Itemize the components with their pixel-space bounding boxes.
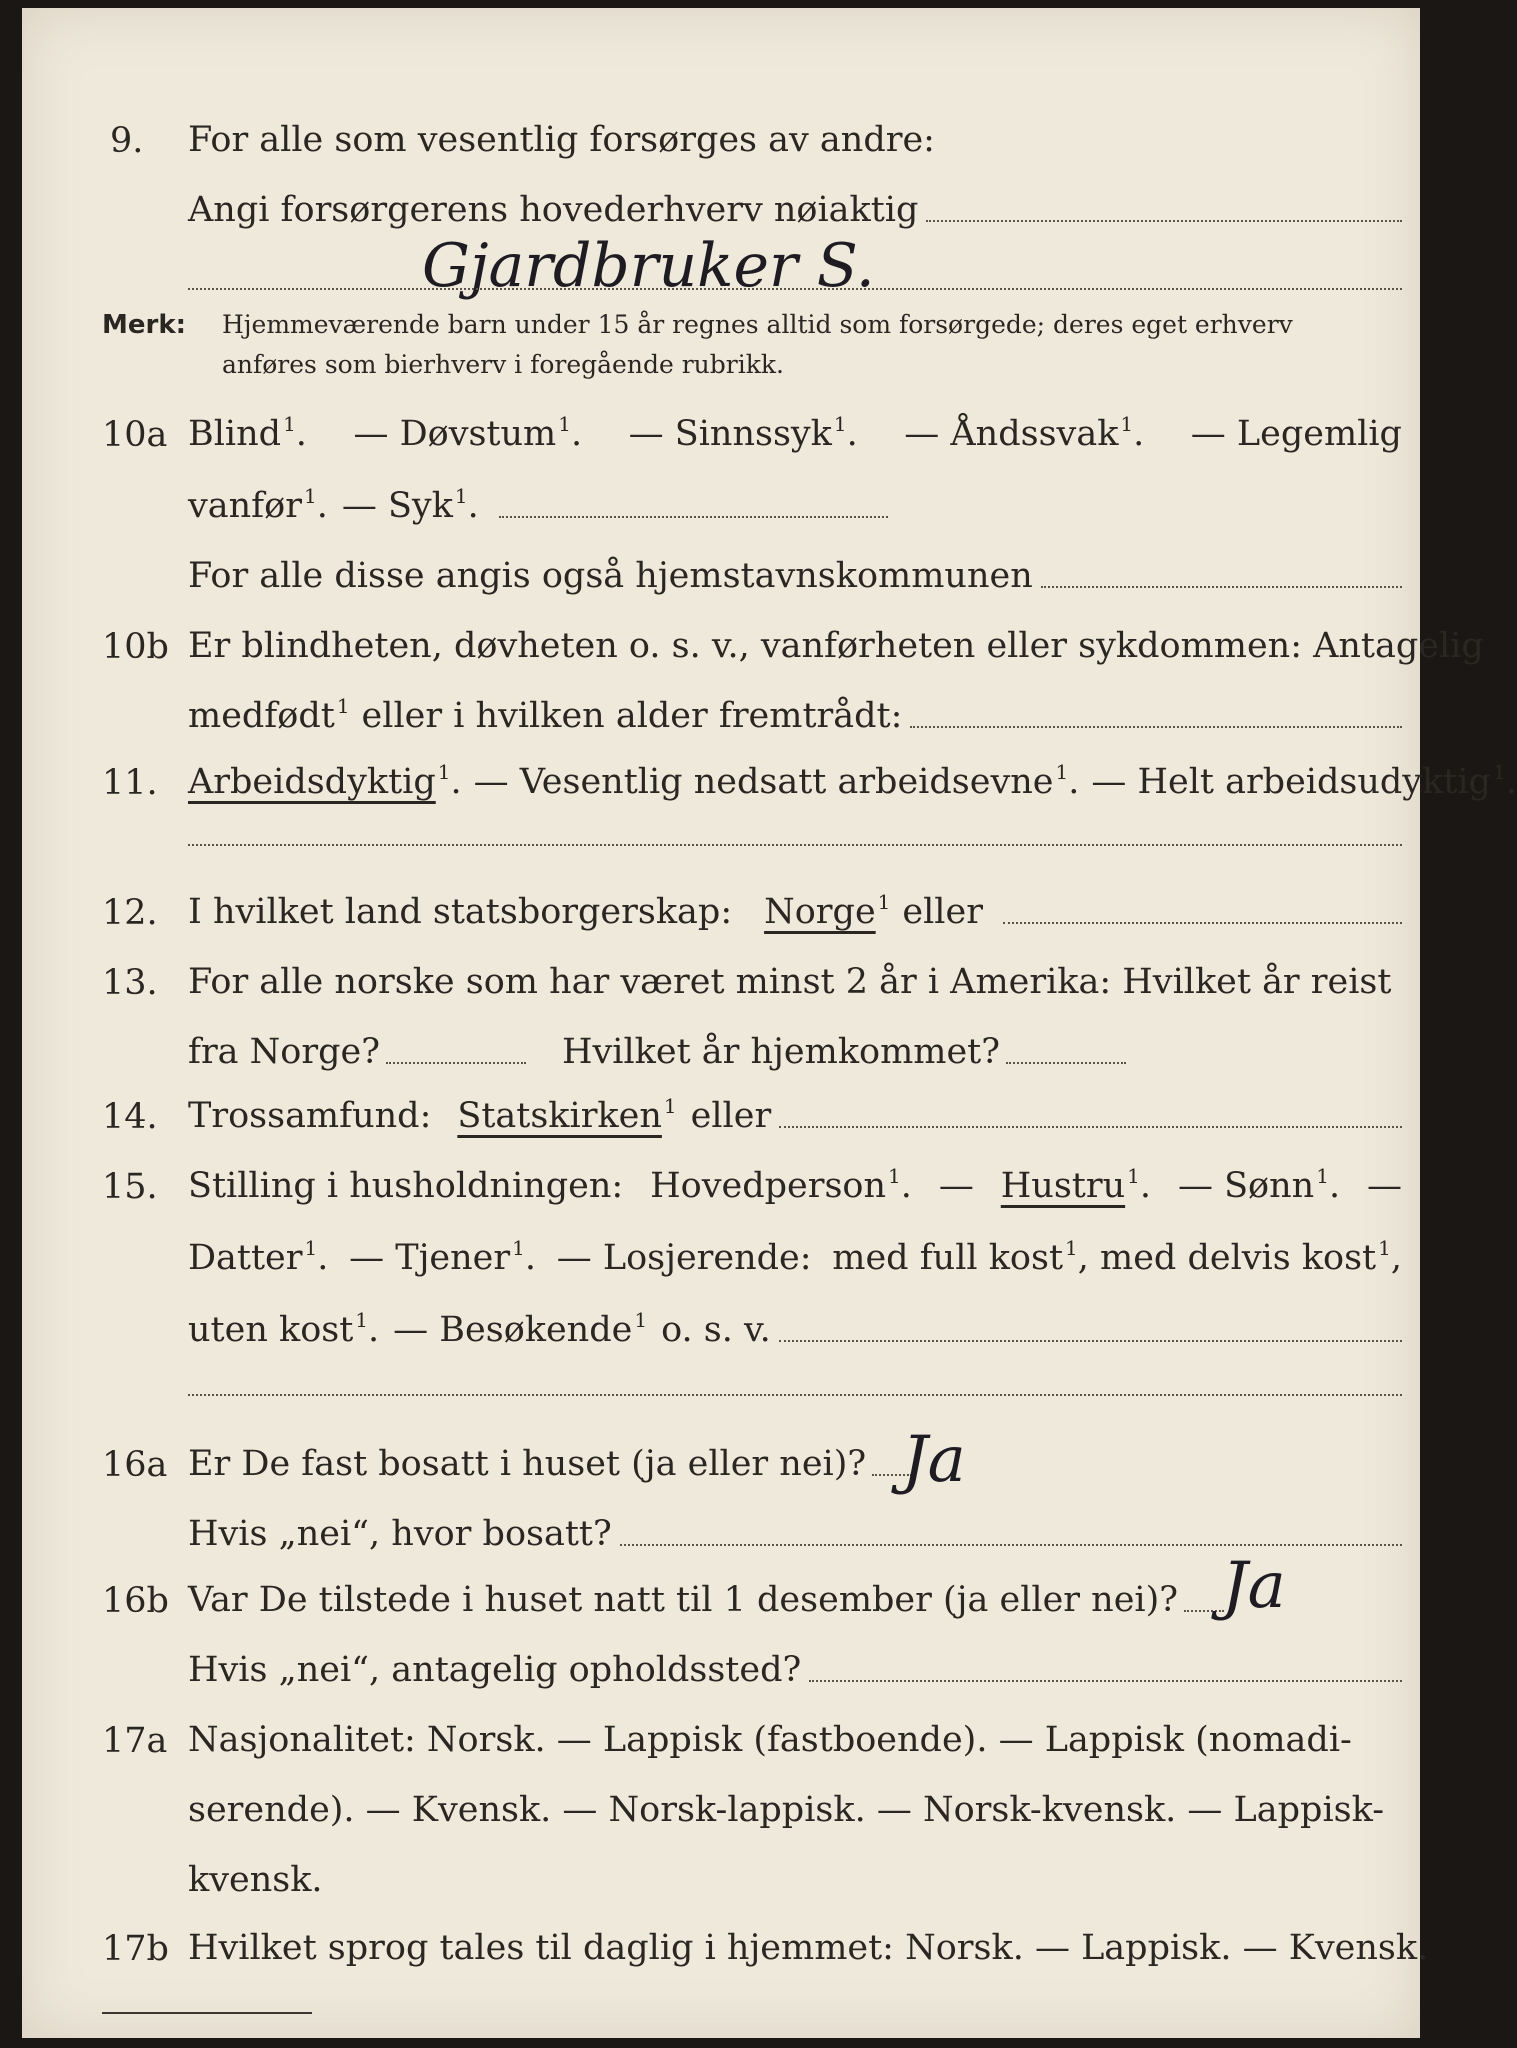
- q14-line: [188, 1084, 1402, 1134]
- q14-number: 14.: [102, 1097, 158, 1137]
- q13-line2: [188, 1020, 1188, 1070]
- q11-opt-arbeidsdyktig[interactable]: Arbeidsdyktig $^1$.: [188, 760, 462, 802]
- q10b-line1: [188, 614, 1484, 666]
- merk-label: Merk:: [102, 310, 187, 340]
- q12-other-field[interactable]: [1003, 922, 1402, 924]
- q12-number: 12.: [102, 893, 158, 933]
- q15-answer-line[interactable]: [188, 1394, 1402, 1396]
- q17b-line1-text[interactable]: Hvilket sprog tales til daglig i hjemmet: Norsk. — Lappisk. — Kvensk.: [188, 1928, 1429, 1968]
- q11-opt-nedsatt[interactable]: — Vesentlig nedsatt arbeidsevne $^1$.: [473, 760, 1080, 802]
- q17a-line3: [188, 1848, 588, 1898]
- q16b-handwritten-answer: Ja: [1222, 1549, 1286, 1623]
- q13-left-field[interactable]: [386, 1062, 526, 1064]
- q17a-line1-text[interactable]: Nasjonalitet: Norsk. — Lappisk (fastboende). — Lappisk (nomadi-: [188, 1720, 1352, 1760]
- q15-label: Stilling i husholdningen:: [188, 1166, 624, 1206]
- q12-opt-norge[interactable]: Norge $^1$: [764, 890, 891, 932]
- q10b-number: 10b: [102, 627, 169, 667]
- q16b-line2-text: Hvis „nei“, antagelig opholdssted?: [188, 1650, 802, 1690]
- q13-line1: [188, 950, 1408, 1000]
- q9-answer-field[interactable]: [926, 220, 1402, 222]
- q16a-line1-text: Er De fast bosatt i huset (ja eller nei)?: [188, 1444, 867, 1484]
- q9-answer-line[interactable]: [188, 288, 1402, 290]
- q9-number: 9.: [110, 121, 144, 161]
- q9-line1-text: For alle som vesentlig forsørges av andre:: [188, 120, 935, 160]
- q16a-line2: [188, 1502, 1402, 1552]
- q16b-line1-text: Var De tilstede i huset natt til 1 desember (ja eller nei)?: [188, 1580, 1179, 1620]
- q11-number: 11.: [102, 763, 158, 803]
- q11-answer-line[interactable]: [188, 844, 1402, 846]
- q16a-residence-field[interactable]: [620, 1544, 1402, 1546]
- census-form-page: [22, 8, 1517, 2038]
- q15-dash2: —: [1367, 1166, 1402, 1206]
- q9-line2: [188, 178, 1402, 228]
- q15-opt-hustru[interactable]: Hustru $^1$.: [1000, 1164, 1152, 1206]
- q9-line2-text: Angi forsørgerens hovederhverv nøiaktig: [188, 190, 919, 230]
- q17a-line1: [188, 1708, 1408, 1758]
- q10b-opt-medfodt[interactable]: medfødt $^1$: [188, 694, 350, 736]
- q11-opt-udyktig[interactable]: — Helt arbeidsudyktig $^1$.: [1091, 760, 1517, 802]
- q13-right-field[interactable]: [1006, 1062, 1126, 1064]
- q15-other-field[interactable]: [779, 1340, 1402, 1342]
- q15-dash1: —: [938, 1166, 974, 1206]
- q13-number: 13.: [102, 963, 158, 1003]
- q14-text: Trossamfund:: [188, 1096, 432, 1136]
- q10a-line3: [188, 544, 1402, 594]
- q15-line1: [188, 1154, 1402, 1204]
- q12-tail: eller: [902, 892, 983, 932]
- q14-opt-statskirken[interactable]: Statskirken $^1$: [457, 1094, 677, 1136]
- q17a-number: 17a: [102, 1721, 168, 1761]
- q16b-answer-field[interactable]: [1184, 1610, 1224, 1612]
- q16a-number: 16a: [102, 1445, 168, 1485]
- q10a-hometown-field[interactable]: [1041, 586, 1402, 588]
- q16a-handwritten-answer: Ja: [902, 1423, 966, 1497]
- q14-other-field[interactable]: [779, 1126, 1402, 1128]
- q10b-age-field[interactable]: [910, 726, 1402, 728]
- q10a-line3-text: For alle disse angis også hjemstavnskommunen: [188, 556, 1033, 596]
- q9-line1: [188, 108, 1408, 158]
- q10a-opt-legemlig[interactable]: — Legemlig: [1190, 414, 1402, 454]
- q15-opt-uten-kost[interactable]: uten kost $^1$.: [188, 1308, 380, 1350]
- q10a-opt-vanfor[interactable]: vanfør $^1$.: [188, 484, 328, 526]
- q10b-line2-text: eller i hvilken alder fremtrådt:: [361, 696, 903, 736]
- q17a-line2-text[interactable]: serende). — Kvensk. — Norsk-lappisk. — Norsk-kvensk. — Lappisk-: [188, 1790, 1385, 1830]
- q10a-line2-field[interactable]: [499, 516, 888, 518]
- q17a-line2: [188, 1778, 1408, 1828]
- q16a-line1: [188, 1432, 1188, 1482]
- q13-left-label: fra Norge?: [188, 1032, 380, 1072]
- q15-opt-datter[interactable]: Datter $^1$.: [188, 1236, 329, 1278]
- q15-line3: [188, 1298, 1402, 1348]
- q15-opt-sonn[interactable]: — Sønn $^1$.: [1177, 1164, 1341, 1206]
- q11-line: [188, 750, 1517, 802]
- q10a-opt-sinnssyk[interactable]: — Sinnssyk $^1$.: [628, 412, 858, 454]
- q10a-opt-syk[interactable]: — Syk $^1$.: [341, 484, 479, 526]
- merk-line1: Hjemmeværende barn under 15 år regnes alltid som forsørgede; deres eget erhverv: [222, 310, 1293, 339]
- q13-right-label: Hvilket år hjemkommet?: [562, 1032, 1001, 1072]
- q15-opt-full-kost[interactable]: med full kost $^1$, med delvis kost $^1$,: [832, 1236, 1402, 1278]
- q12-line: [188, 880, 1402, 930]
- q10b-line2: [188, 684, 1402, 734]
- merk-line2: anføres som bierhverv i foregående rubrikk.: [222, 350, 784, 379]
- q17b-number: 17b: [102, 1929, 169, 1969]
- q10a-opt-blind[interactable]: Blind $^1$.: [188, 412, 307, 454]
- footnote-rule: [102, 2012, 312, 2014]
- q15-number: 15.: [102, 1167, 158, 1207]
- q16b-number: 16b: [102, 1581, 169, 1621]
- q10b-line1-text: Er blindheten, døvheten o. s. v., vanførheten eller sykdommen: Antagelig: [188, 626, 1484, 666]
- q17b-line1: [188, 1916, 1429, 1968]
- q15-osv: o. s. v.: [661, 1310, 771, 1350]
- q10a-number: 10a: [102, 415, 168, 455]
- q10a-opt-andssvak[interactable]: — Åndssvak $^1$.: [904, 412, 1145, 454]
- q13-line1-text: For alle norske som har været minst 2 år i Amerika: Hvilket år reist: [188, 962, 1392, 1002]
- q14-tail: eller: [690, 1096, 772, 1136]
- q15-opt-hovedperson[interactable]: Hovedperson $^1$.: [650, 1164, 912, 1206]
- q10a-line1: [188, 402, 1402, 452]
- q16b-line2: [188, 1638, 1402, 1688]
- q15-opt-tjener[interactable]: — Tjener $^1$.: [349, 1236, 536, 1278]
- q15-opt-besokende[interactable]: — Besøkende $^1$: [393, 1308, 648, 1350]
- q15-line2: [188, 1226, 1402, 1276]
- q16a-line2-text: Hvis „nei“, hvor bosatt?: [188, 1514, 612, 1554]
- q16b-line1: [188, 1568, 1248, 1618]
- q12-text: I hvilket land statsborgerskap:: [188, 892, 733, 932]
- q9-handwritten-answer: Gjardbruker S.: [422, 231, 875, 301]
- q16b-location-field[interactable]: [809, 1680, 1402, 1682]
- q17a-line3-text[interactable]: kvensk.: [188, 1860, 323, 1900]
- q10a-opt-dovstum[interactable]: — Døvstum $^1$.: [353, 412, 583, 454]
- q15-losjerende: — Losjerende:: [556, 1238, 812, 1278]
- q10a-line2: [188, 474, 888, 524]
